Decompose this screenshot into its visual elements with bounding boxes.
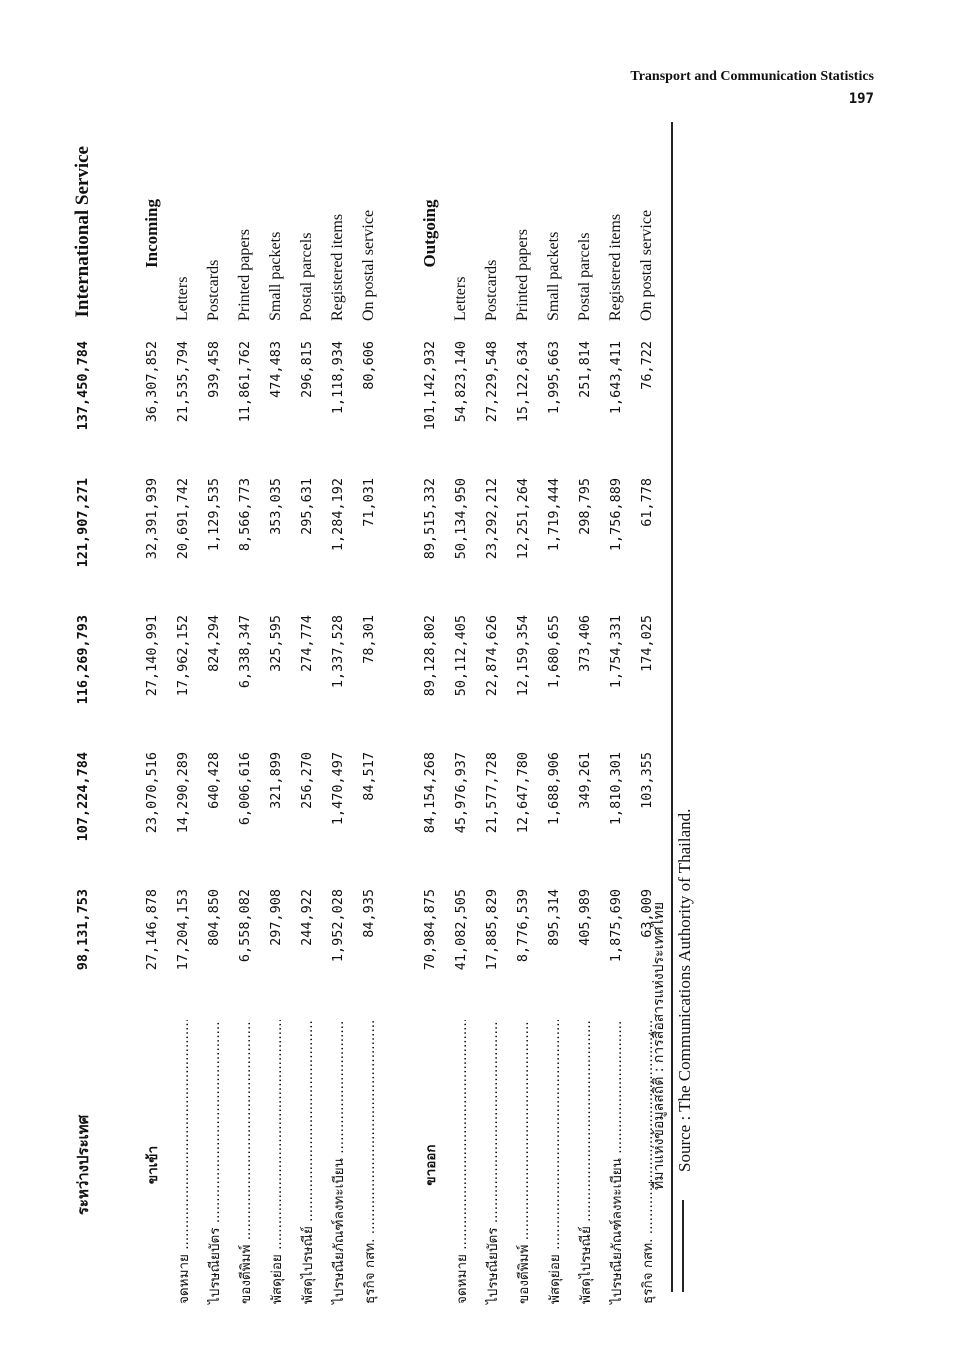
table-row <box>167 140 198 1310</box>
row-value: 1,337,528 <box>329 615 346 689</box>
rotated-table-page <box>60 140 694 1310</box>
row-thai-label-text: ธุรกิจ กสท. ..... <box>362 1020 378 1304</box>
row-value: 12,159,354 <box>514 615 531 697</box>
row-value: 349,261 <box>576 752 593 809</box>
row-value: 61,778 <box>638 478 655 527</box>
row-value: 22,874,626 <box>483 615 500 697</box>
table-row <box>322 140 353 1310</box>
row-value: 17,204,153 <box>174 889 191 971</box>
row-value: 640,428 <box>205 752 222 809</box>
row-value: 824,294 <box>205 615 222 672</box>
outgoing-thai-label: ขาออก <box>422 1144 439 1186</box>
row-thai-label-text: พัสดุไปรษณีย์ ..... <box>300 1020 316 1304</box>
row-value: 405,989 <box>576 889 593 946</box>
row-value: 474,483 <box>267 341 284 398</box>
header-value-2: 107,224,784 <box>75 752 91 842</box>
row-thai-label <box>291 1020 322 1310</box>
row-value: 939,458 <box>205 341 222 398</box>
row-value: 1,995,663 <box>545 341 562 415</box>
row-value: 804,850 <box>205 889 222 946</box>
row-thai-label <box>260 1020 291 1310</box>
source-note <box>646 290 698 1190</box>
outgoing-total-row <box>414 140 445 1310</box>
row-thai-label <box>229 1020 260 1310</box>
row-value: 21,535,794 <box>174 341 191 423</box>
header-value-4: 121,907,271 <box>75 478 91 568</box>
row-value: 321,899 <box>267 752 284 809</box>
row-value: 1,754,331 <box>607 615 624 689</box>
row-english-label: Small packets <box>544 231 562 321</box>
incoming-total-3: 27,140,991 <box>143 615 160 697</box>
row-value: 12,251,264 <box>514 478 531 560</box>
row-value: 1,129,535 <box>205 478 222 552</box>
row-value: 1,680,655 <box>545 615 562 689</box>
row-value: 1,875,690 <box>607 889 624 963</box>
table-row <box>445 140 476 1310</box>
row-value: 1,470,497 <box>329 752 346 826</box>
row-value: 84,517 <box>360 752 377 801</box>
row-thai-label-text: ของตีพิมพ์ ..... <box>238 1020 254 1304</box>
row-value: 1,643,411 <box>607 341 624 415</box>
outgoing-total-value: 70,984,875 <box>421 889 438 971</box>
row-english-label: Printed papers <box>513 229 531 321</box>
row-value: 1,719,444 <box>545 478 562 552</box>
spacer <box>106 140 136 1310</box>
row-value: 76,722 <box>638 341 655 390</box>
page-number: 197 <box>848 91 874 107</box>
table-row <box>538 140 569 1310</box>
outgoing-english-label: Outgoing <box>419 199 439 268</box>
row-value: 6,558,082 <box>236 889 253 963</box>
header-value-1: 98,131,753 <box>75 889 91 971</box>
row-value: 63,009 <box>638 889 655 938</box>
incoming-total-row <box>136 140 167 1310</box>
row-english-label: Postcards <box>204 259 222 321</box>
row-value: 174,025 <box>638 615 655 672</box>
statistics-table <box>60 140 662 1310</box>
row-value: 1,756,889 <box>607 478 624 552</box>
row-thai-label <box>198 1020 229 1310</box>
incoming-total-2: 23,070,516 <box>143 752 160 834</box>
row-english-label: On postal service <box>359 209 377 321</box>
row-thai-label-text: จดหมาย ..... <box>454 1020 470 1304</box>
row-value: 297,908 <box>267 889 284 946</box>
row-value: 17,962,152 <box>174 615 191 697</box>
row-thai-label <box>600 1020 631 1310</box>
incoming-thai-label: ขาเข้า <box>144 1145 161 1185</box>
row-thai-label-text: พัสดุย่อย ..... <box>547 1020 563 1304</box>
row-thai-label <box>322 1020 353 1310</box>
row-english-label: On postal service <box>637 209 655 321</box>
row-english-label: Small packets <box>266 231 284 321</box>
row-value: 12,647,780 <box>514 752 531 834</box>
page-header-title: Transport and Communication Statistics <box>630 69 874 84</box>
row-thai-label <box>507 1020 538 1310</box>
row-value: 20,691,742 <box>174 478 191 560</box>
header-value-3: 116,269,793 <box>75 615 91 705</box>
row-value: 23,292,212 <box>483 478 500 560</box>
page-header <box>630 66 874 110</box>
row-thai-label <box>476 1020 507 1310</box>
header-value-5: 137,450,784 <box>75 341 91 431</box>
row-thai-label <box>538 1020 569 1310</box>
table-row <box>569 140 600 1310</box>
row-value: 27,229,548 <box>483 341 500 423</box>
row-value: 325,595 <box>267 615 284 672</box>
row-value: 21,577,728 <box>483 752 500 834</box>
row-thai-label <box>569 1020 600 1310</box>
row-value: 251,814 <box>576 341 593 398</box>
row-english-label: Letters <box>173 276 191 321</box>
incoming-total-1: 27,146,878 <box>143 889 160 971</box>
row-value: 50,112,405 <box>452 615 469 697</box>
outgoing-total-value: 89,128,802 <box>421 615 438 697</box>
row-value: 1,688,906 <box>545 752 562 826</box>
outgoing-total-value: 89,515,332 <box>421 478 438 560</box>
outgoing-total-value: 101,142,932 <box>421 341 438 431</box>
row-value: 50,134,950 <box>452 478 469 560</box>
table-row <box>260 140 291 1310</box>
table-row <box>291 140 322 1310</box>
source-divider-line <box>682 1200 684 1292</box>
row-value: 1,810,301 <box>607 752 624 826</box>
row-value: 1,284,192 <box>329 478 346 552</box>
row-english-label: Postal parcels <box>297 232 315 321</box>
row-value: 45,976,937 <box>452 752 469 834</box>
row-english-label: Letters <box>451 276 469 321</box>
row-value: 15,122,634 <box>514 341 531 423</box>
source-thai: ที่มาแห่งข้อมูลสถิติ : การสื่อสารแห่งประเทศไทย <box>651 901 667 1190</box>
row-value: 103,355 <box>638 752 655 809</box>
row-value: 41,082,505 <box>452 889 469 971</box>
table-header-row <box>60 140 106 1310</box>
row-thai-label-text: พัสดุย่อย ..... <box>269 1020 285 1304</box>
row-value: 274,774 <box>298 615 315 672</box>
row-thai-label-text: ไปรษณียบัตร ..... <box>485 1020 501 1304</box>
row-value: 8,776,539 <box>514 889 531 963</box>
row-value: 353,035 <box>267 478 284 535</box>
row-thai-label <box>167 1020 198 1310</box>
row-value: 78,301 <box>360 615 377 664</box>
row-value: 71,031 <box>360 478 377 527</box>
row-english-label: Postcards <box>482 259 500 321</box>
row-english-label: Registered items <box>606 213 624 321</box>
row-value: 895,314 <box>545 889 562 946</box>
table-row <box>507 140 538 1310</box>
outgoing-total-value: 84,154,268 <box>421 752 438 834</box>
row-value: 80,606 <box>360 341 377 390</box>
row-thai-label-text: ธุรกิจ กสท. ..... <box>640 1020 656 1304</box>
source-english: Source : The Communications Authority of Thailand. <box>675 808 694 1172</box>
row-value: 298,795 <box>576 478 593 535</box>
row-value: 54,823,140 <box>452 341 469 423</box>
table-row <box>600 140 631 1310</box>
table-body <box>60 140 662 1310</box>
row-value: 296,815 <box>298 341 315 398</box>
row-value: 1,952,028 <box>329 889 346 963</box>
table-row <box>198 140 229 1310</box>
table-row <box>476 140 507 1310</box>
row-thai-label-text: ไปรษณียภัณฑ์ลงทะเบียน ..... <box>609 1020 625 1304</box>
header-thai-label: ระหว่างประเทศ <box>74 1114 92 1216</box>
row-thai-label-text: พัสดุไปรษณีย์ ..... <box>578 1020 594 1304</box>
row-thai-label-text: ไปรษณียภัณฑ์ลงทะเบียน ..... <box>331 1020 347 1304</box>
row-value: 295,631 <box>298 478 315 535</box>
incoming-english-label: Incoming <box>141 199 161 268</box>
table-row <box>229 140 260 1310</box>
row-english-label: Postal parcels <box>575 232 593 321</box>
row-thai-label-text: ของตีพิมพ์ ..... <box>516 1020 532 1304</box>
row-value: 244,922 <box>298 889 315 946</box>
row-value: 84,935 <box>360 889 377 938</box>
row-thai-label-text: จดหมาย ..... <box>176 1020 192 1304</box>
header-english-label: International Service <box>72 146 93 318</box>
row-value: 17,885,829 <box>483 889 500 971</box>
row-thai-label <box>353 1020 384 1310</box>
row-value: 14,290,289 <box>174 752 191 834</box>
row-value: 6,338,347 <box>236 615 253 689</box>
row-value: 6,006,616 <box>236 752 253 826</box>
row-value: 8,566,773 <box>236 478 253 552</box>
incoming-total-5: 36,307,852 <box>143 341 160 423</box>
row-thai-label-text: ไปรษณียบัตร ..... <box>207 1020 223 1304</box>
row-value: 11,861,762 <box>236 341 253 423</box>
row-english-label: Printed papers <box>235 229 253 321</box>
incoming-total-4: 32,391,939 <box>143 478 160 560</box>
row-thai-label <box>445 1020 476 1310</box>
spacer <box>384 140 414 1310</box>
table-row <box>353 140 384 1310</box>
row-value: 373,406 <box>576 615 593 672</box>
row-value: 1,118,934 <box>329 341 346 415</box>
row-english-label: Registered items <box>328 213 346 321</box>
row-value: 256,270 <box>298 752 315 809</box>
